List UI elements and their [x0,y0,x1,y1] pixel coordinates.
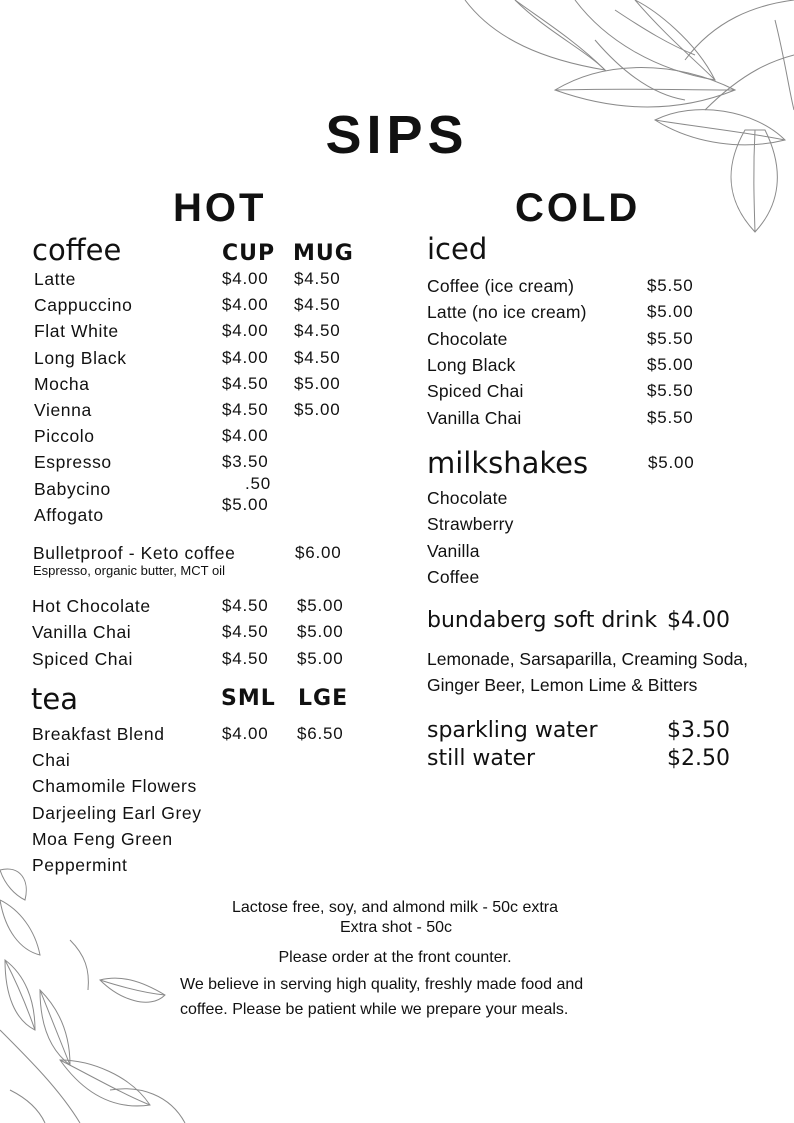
menu-title: SIPS [325,105,469,165]
bulletproof-name: Bulletproof - Keto coffee [33,543,236,563]
tea-item-name: Moa Feng Green [32,828,173,849]
coffee-cup-price: $3.50 [222,452,269,472]
tea-item-name: Breakfast Blend [32,724,165,744]
coffee-item-name: Flat White [34,321,119,342]
tea-item-name: Darjeeling Earl Grey [32,802,202,823]
bulletproof-description: Espresso, organic butter, MCT oil [33,563,225,578]
coffee-cup-price: $4.50 [222,373,269,393]
still-water-name: still water [427,746,536,771]
iced-item-name: Latte (no ice cream) [427,302,587,323]
iced-item-name: Coffee (ice cream) [427,276,575,296]
sparkling-water-name: sparkling water [427,718,598,743]
tea-heading: tea [31,682,78,716]
hot-drink-name: Vanilla Chai [32,622,132,643]
coffee-cup-price: $4.00 [222,347,269,367]
coffee-cup-price: $4.00 [222,321,269,341]
coffee-heading: coffee [32,233,122,267]
iced-item-name: Spiced Chai [427,381,524,402]
still-water-price: $2.50 [667,746,730,771]
coffee-mug-price: $4.50 [294,321,341,341]
milkshakes-price: $5.00 [648,453,695,472]
sparkling-water-price: $3.50 [667,718,730,743]
coffee-cup-price: .50 [245,473,272,493]
coffee-cup-price: $5.00 [222,494,269,514]
coffee-item-name: Mocha [34,373,90,394]
hot-drink-name: Hot Chocolate [32,596,151,616]
coffee-item-name: Babycino [34,478,111,499]
coffee-item-name: Piccolo [34,426,95,447]
cold-heading: COLD [515,186,641,230]
coffee-mug-price: $4.50 [294,295,341,315]
tea-lge-price: $6.50 [297,724,344,743]
sml-column-header: SML [221,686,276,711]
milkshake-flavour: Chocolate [427,488,508,508]
iced-item-name: Vanilla Chai [427,407,522,428]
coffee-mug-price: $4.50 [294,347,341,367]
iced-item-price: $5.50 [647,381,694,401]
coffee-item-name: Latte [34,269,76,289]
extra-shot-note: Extra shot - 50c [339,919,453,936]
order-note: Please order at the front counter. [278,949,512,966]
coffee-item-name: Long Black [34,347,127,368]
hot-drink-cup-price: $4.50 [222,622,269,642]
coffee-item-name: Espresso [34,452,112,473]
iced-item-price: $5.50 [647,276,694,295]
coffee-mug-price: $4.50 [294,269,341,288]
tea-item-name: Chai [32,750,71,771]
coffee-cup-price: $4.00 [222,426,269,446]
tea-item-name: Chamomile Flowers [32,776,197,797]
hot-drink-mug-price: $5.00 [297,622,344,642]
bundaberg-flavours-line1: Lemonade, Sarsaparilla, Creaming Soda, [427,649,749,669]
coffee-item-name: Vienna [34,400,92,420]
bundaberg-flavours-line2: Ginger Beer, Lemon Lime & Bitters [427,675,698,695]
coffee-cup-price: $4.00 [222,269,269,288]
milkshakes-heading: milkshakes [427,446,589,480]
hot-drink-mug-price: $5.00 [297,596,344,615]
bundaberg-price: $4.00 [667,608,730,633]
hot-drink-name: Spiced Chai [32,648,133,669]
milkshake-flavour: Vanilla [427,540,480,561]
hot-drink-cup-price: $4.50 [222,596,269,615]
milkshake-flavour: Coffee [427,566,480,587]
iced-item-price: $5.50 [647,407,694,427]
hot-heading: HOT [173,186,267,230]
iced-item-price: $5.50 [647,328,694,348]
tea-sml-price: $4.00 [222,724,269,743]
cup-column-header: CUP [222,241,276,266]
quality-note-line2: coffee. Please be patient while we prepare your meals. [180,1001,569,1018]
lge-column-header: LGE [298,686,349,711]
coffee-item-name: Affogato [34,504,104,525]
mug-column-header: MUG [293,241,354,266]
iced-item-name: Chocolate [427,328,508,349]
bundaberg-heading: bundaberg soft drink [427,608,658,633]
coffee-cup-price: $4.50 [222,400,269,419]
iced-heading: iced [427,232,488,266]
quality-note-line1: We believe in serving high quality, freshly made food and [180,976,584,993]
hot-drink-cup-price: $4.50 [222,648,269,668]
tea-item-name: Peppermint [32,855,128,875]
milkshake-flavour: Strawberry [427,514,514,535]
coffee-item-name: Cappuccino [34,295,133,316]
iced-item-name: Long Black [427,354,516,375]
bulletproof-price: $6.00 [295,543,342,562]
milk-extra-note: Lactose free, soy, and almond milk - 50c extra [231,899,559,916]
iced-item-price: $5.00 [647,354,694,374]
hot-drink-mug-price: $5.00 [297,648,344,668]
coffee-mug-price: $5.00 [294,400,341,419]
coffee-mug-price: $5.00 [294,373,341,393]
iced-item-price: $5.00 [647,302,694,322]
coffee-cup-price: $4.00 [222,295,269,315]
